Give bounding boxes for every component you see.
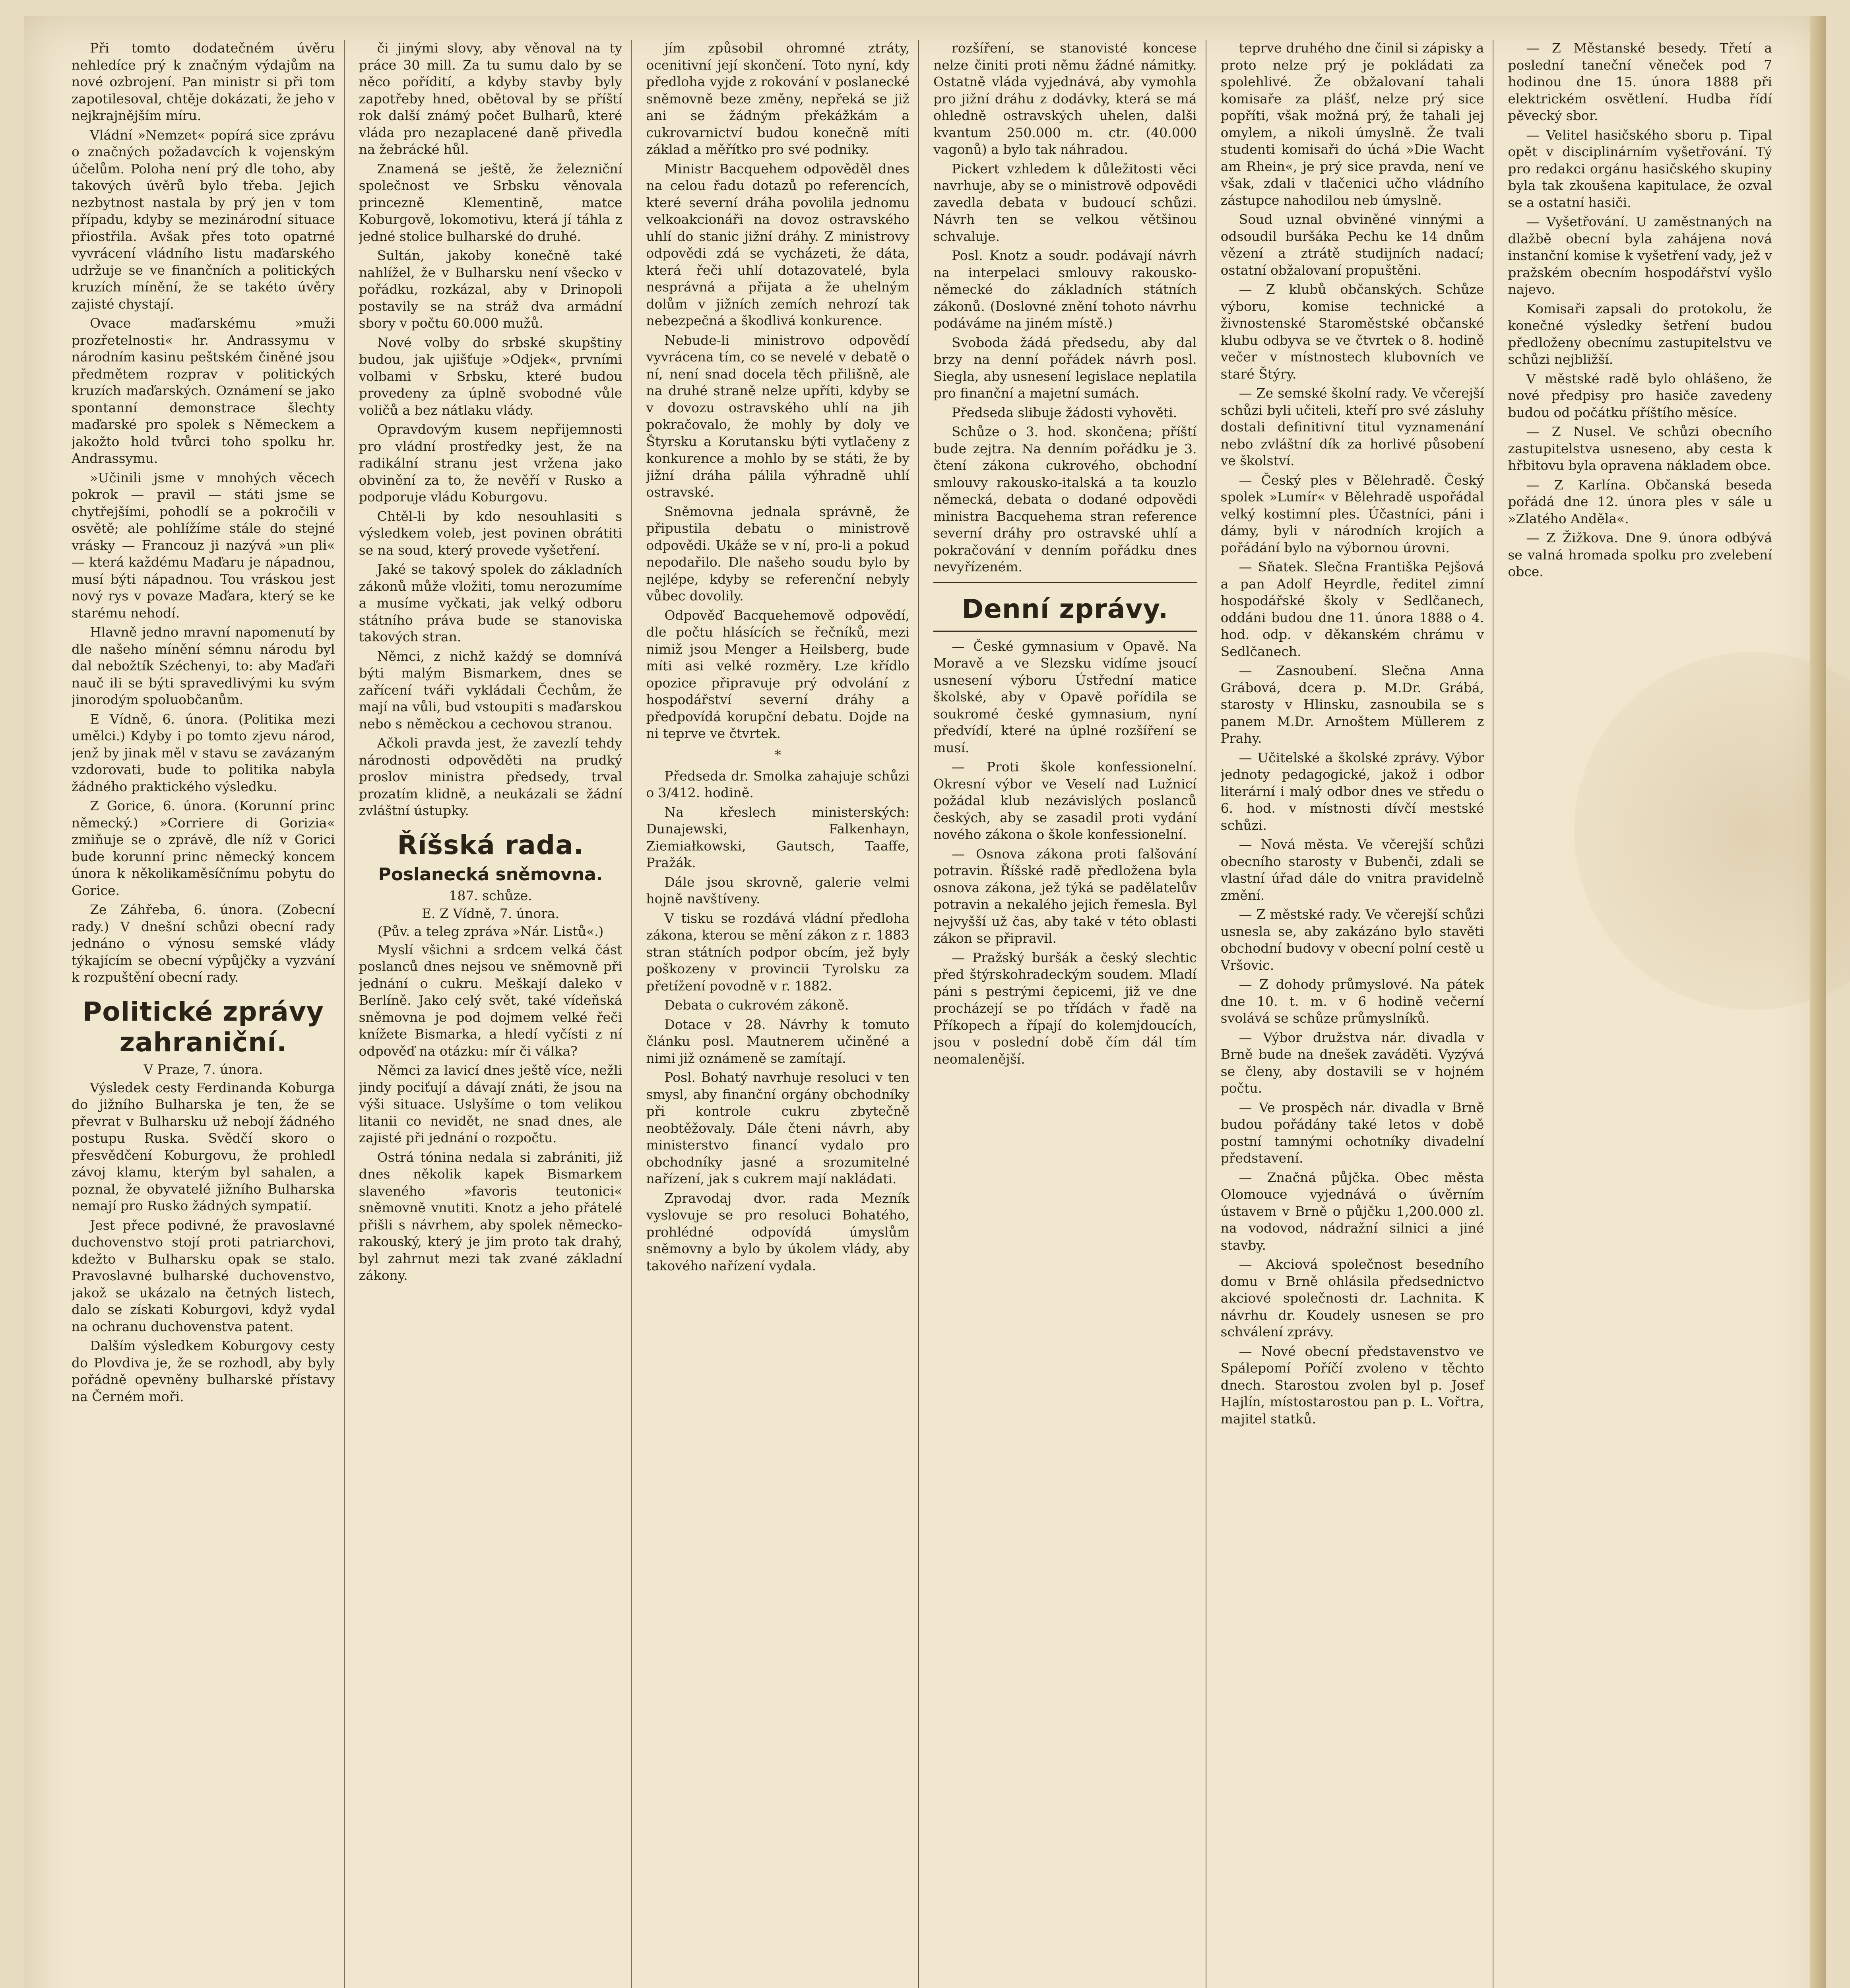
paragraph: Ministr Bacquehem odpověděl dnes na celou řadu dotazů po referencích, které severní dráha povolila jednomu velkoakcionáři na dovoz ostravského uhlí do stanic jižní dráhy. Z ministrovy odpovědi zdá se vycházeti, že dáta, která řeči uhlí dotazovatelé, byla nesprávná a přijata a že uhelným dolům v jižních zemích nehrozí tak nebezpečná a škodlivá konkurence. (646, 161, 909, 328)
paragraph: — Pražský buršák a český slechtic před štýrskohradeckým soudem. Mladí páni s pestrými čepicemi, již ve dne procházejí se po třídách v řadě na Příkopech a řípají do kolemjdoucích, jsou v poslední době čím dál tím neomalenější. (933, 949, 1197, 1067)
paragraph: Ostrá tónina nedala si zabrániti, již dnes několik kapek Bismarkem slaveného »favoris teutonici« sněmovně vnutiti. Knotz a jeho přátelé přišli s návrhem, aby spolek německo-rakouský, který je jim proto tak drahý, byl zahrnut mezi tak zvané základní zákony. (359, 1149, 622, 1283)
section-title: Denní zprávy. (962, 593, 1169, 624)
paragraph: Komisaři zapsali do protokolu, že konečné výsledky šetření budou předloženy obecnímu zastupitelstvu ve schůzi nejbližší. (1508, 301, 1772, 367)
paragraph: Posl. Bohatý navrhuje resoluci v ten smysl, aby finanční orgány obchodníky při kontrole cukru zbytečně neobtěžovaly. Dále čteni návrh, aby ministerstvo financí vydalo pro obchodníky jasné a srozumitelné nařízení, jak s cukrem mají nakládati. (646, 1070, 909, 1186)
paragraph: Ovace maďarskému »muži prozřetelnosti« hr. Andrassymu v národním kasinu peštském činěné jsou předmětem rozprav v politických kruzích maďarských. Oznámení se jako spontanní demonstrace šlechty maďarské pro spolek s Německem a jakožto hold tvůrci toho spolku hr. Andrassymu. (72, 315, 335, 466)
newspaper-page (24, 16, 1826, 1988)
paragraph: — Z Karlína. Občanská beseda pořádá dne 12. února ples v sále u »Zlatého Anděla«. (1508, 477, 1772, 526)
paragraph: — Z městské rady. Ve včerejší schůzi usnesla se, aby zakázáno bylo stavěti obchodní budovy v obecní polní cestě u Vršovic. (1220, 907, 1484, 973)
section-title: Říšská rada. (397, 829, 584, 860)
section-title: Politické zprávy zahraniční. (82, 996, 324, 1058)
paragraph: Na křeslech ministerských: Dunajewski, Falkenhayn, Ziemiałkowski, Gautsch, Taaffe, Pražák. (646, 804, 909, 870)
paragraph: — Nové obecní představenstvo ve Spálepomí Poříčí zvoleno v těchto dnech. Starostou zvolen byl p. Josef Hajlín, místostarostou pan p. L. Vořtra, majitel statků. (1220, 1343, 1484, 1427)
paragraph: »Učinili jsme v mnohých věcech pokrok — pravil — státi jsme se chytřejšími, pohodlí se a pokročili v osvětě; ale pohlížíme stále do stejné vrásky — Francouz ji nazývá »un pli« — která každému Maďaru je nápadnou, musí býti nápadnou. Tou vráskou jest nový rys v povaze Maďara, který se ke starému nehodí. (72, 470, 335, 621)
paragraph: Odpověď Bacquehemově odpovědí, dle počtu hlásících se řečníků, mezi nimiž jsou Menger a Heilsberg, bude míti asi velké rozměry. Lze křídlo opozice připravuje prý odvolání z hospodářství severní dráhy a předpovídá korupční debatu. Dojde na ni teprve ve čtvrtek. (646, 607, 909, 741)
paragraph: Němci, z nichž každý se domnívá býti malým Bismarkem, dnes se zařícení tváři vykládali Čechům, že mají na vůli, bud vstoupiti s maďarskou nebo s něměckou a cechovou stranou. (359, 648, 622, 732)
paragraph: — Výbor družstva nár. divadla v Brně bude na dnešek zaváděti. Vyzývá se členy, aby dostavili se v hojném počtu. (1220, 1029, 1484, 1096)
paragraph: Při tomto dodatečném úvěru nehledíce prý k značným výdajům na nové ozbrojení. Pan ministr si při tom zapotilesoval, chtěje dokázati, že jeho v nejkrajnějším míru. (72, 40, 335, 123)
paragraph: E Vídně, 6. února. (Politika mezi umělci.) Kdyby i po tomto zjevu národ, jenž by jinak měl v stavu se zavázaným vzdorovati, bude to politika nabyla žádného praktického výsledku. (72, 711, 335, 794)
paragraph: Znamená se ještě, že železniční společnost ve Srbsku věnovala princezně Klementině, matce Koburgově, lokomotivu, která jí táhla z jedné stolice bulharské do druhé. (359, 161, 622, 244)
paragraph: Vládní »Nemzet« popírá sice zprávu o značných požadavcích k vojenským účelům. Poloha není prý dle toho, aby takových úvěrů bylo třeba. Jejich nezbytnost nastala by prý jen v tom případu, kdyby se mezinárodní situace přiostřila. Avšak přes toto opatrné vyvrácení vládního listu maďarského udržuje se ve finančních a politických kruzích mínění, že se takéto úvěry zajisté chystají. (72, 127, 335, 312)
paragraph: Sněmovna jednala správně, že připustila debatu o ministrově odpovědi. Ukáže se v ní, pro-li a pokud nepodařilo. Dle našeho soudu bylo by nejlépe, kdyby se referenční nebyly vůbec dovolily. (646, 503, 909, 604)
paragraph: — Učitelské a školské zprávy. Výbor jednoty pedagogické, jakož i odbor literární i malý odbor dnes ve středu o 6. hod. v místnosti dívčí mestské schůzi. (1220, 749, 1484, 833)
paragraph: Výsledek cesty Ferdinanda Koburga do jižního Bulharska je ten, že se převrat v Bulharsku už nebojí žádného postupu Ruska. Svědčí skoro o přesvědčení Koburgovu, že prohledl závoj klamu, kterým byl sahalen, a poznal, že obyvatelé jižního Bulharska nemají pro Rusko žádných sympatií. (72, 1079, 335, 1213)
paragraph: — Z klubů občanských. Schůze výboru, komise technické a živnostenské Staroměstské občanské klubu odbyva se ve čtvrtek o 8. hodině večer v místnostech klubovních ve staré Štýry. (1220, 282, 1484, 382)
section-separator: * (774, 747, 781, 763)
paragraph: — Osnova zákona proti falšování potravin. Říšské radě předložena byla osnova zákona, jež týká se padělatelův potravin a nekalého jejich řemesla. Byl nejvyšší už čas, aby také v této oblasti zákon se připravil. (933, 846, 1197, 946)
paragraph: Ačkoli pravda jest, že zavezlí tehdy národnosti odpověděti na prudký proslov ministra předsedy, trval prozatím klidně, a neukázali se žádní zvláštní ústupky. (359, 735, 622, 818)
paragraph: — Z Nusel. Ve schůzi obecního zastupitelstva usneseno, aby cesta k hřbitovu byla opravena nákladem obce. (1508, 424, 1772, 473)
paragraph: Jest přece podivné, že pravoslavné duchovenstvo stojí proti patriarchovi, kdežto v Bulharsku opak se stalo. Pravoslavné bulharské duchovenstvo, jakož se ukázalo na četných listech, dalo se získati Koburgovi, když vydal na ochranu duchovenstva patent. (72, 1217, 335, 1334)
column-2 (359, 40, 632, 1988)
column-6 (1508, 40, 1781, 1988)
paragraph: V městské radě bylo ohlášeno, že nové předpisy pro hasiče zavedeny budou od počátku příštího měsíce. (1508, 371, 1772, 420)
paragraph: Soud uznal obviněné vinnými a odsoudil buršáka Pechu ke 14 dnům vězení a ztrátě studijních nadací; ostatní obžalovaní propuštěni. (1220, 212, 1484, 278)
paragraph: — Z Žižkova. Dne 9. února odbývá se valná hromada spolku pro zvelebení obce. (1508, 530, 1772, 579)
dateline: V Praze, 7. února. (144, 1061, 263, 1077)
paragraph: Debata o cukrovém zákoně. (664, 997, 849, 1013)
paragraph: Pickert vzhledem k důležitosti věci navrhuje, aby se o ministrově odpovědi zavedla debata v budoucí schůzi. Návrh ten se velkou většinou schvaluje. (933, 161, 1197, 244)
paragraph: Jaké se takový spolek do základních zákonů může vložiti, tomu nerozumíme a musíme vyčkati, jak velký odboru státního práva bude se stanoviska takových stran. (359, 561, 622, 645)
paragraph: — Z dohody průmyslové. Na pátek dne 10. t. m. v 6 hodině večerní svolává se schůze průmyslníků. (1220, 977, 1484, 1026)
paragraph: Nebude-li ministrovo odpovědí vyvrácena tím, co se nevelé v debatě o ní, není snad docela těch přilišně, ale na druhé straně nelze upříti, kdyby se v dovozu ostravského uhlí na jih pokračovalo, že mohly by doly ve Štyrsku a Korutansku býti vytlačeny z konkurence a mohlo by se státi, že by jižní dráha pálila výhradně uhlí ostravské. (646, 332, 909, 500)
paragraph: — Proti škole konfessionelní. Okresní výbor ve Veselí nad Lužnicí požádal klub nezávislých poslanců českých, aby se zasadil proti vydání nového zákona o škole konfessionelní. (933, 759, 1197, 842)
paragraph: — Sňatek. Slečna Františka Pejšová a pan Adolf Heyrdle, ředitel zimní hospodářské školy v Sedlčanech, oddáni budou dne 11. února 1888 o 4. hod. odp. v děkanském chrámu v Sedlčanech. (1220, 559, 1484, 659)
paragraph: — Ze semské školní rady. Ve včerejší schůzi byli učiteli, kteří pro své zásluhy dostali definitivní titul vyznamenání nebo zvláštní dík za horlivé působení ve školství. (1220, 385, 1484, 468)
paragraph: Nové volby do srbské skupštiny budou, jak ujišťuje »Odjek«, prvními volbami v Srbsku, které budou provedeny za úplně svobodné vůle voličů a bez nátlaku vlády. (359, 334, 622, 418)
paragraph: Předseda slibuje žádosti vyhověti. (952, 404, 1177, 420)
paragraph: Předseda dr. Smolka zahajuje schůzi o 3/412. hodině. (646, 768, 909, 800)
paragraph: Dalším výsledkem Koburgovy cesty do Plovdiva je, že se rozhodl, aby byly pořádně opevněny bulharské přístavy na Černém moři. (72, 1338, 335, 1404)
column-1 (72, 40, 345, 1988)
paragraph: či jinými slovy, aby věnoval na ty práce 30 mill. Za tu sumu dalo by se něco pořídití, a kdyby stavby byly zapotřeby hned, obětoval by se příští rok další známý počet Bulharů, které vláda pro nezaplacené daně přivedla na žebrácké hůl. (359, 40, 622, 157)
dateline: E. Z Vídně, 7. února. (421, 905, 560, 921)
divider (933, 582, 1197, 583)
paragraph: Myslí všichni a srdcem velká část poslanců dnes nejsou ve sněmovně při jednání o cukru. Meškají daleko v Berlíně. Jako celý svět, také vídeňská sněmovna je pod dojmem velké řeči knížete Bismarka, a hledí vyčísti z ní odpověď na otázku: mír či válka? (359, 942, 622, 1059)
paragraph: V tisku se rozdává vládní předloha zákona, kterou se mění zákon z r. 1883 stran státních podpor obcím, jež byly poškozeny v provincii Tyrolsku za přetížení povodně v r. 1882. (646, 910, 909, 994)
divider (933, 631, 1197, 632)
paragraph: Zpravodaj dvor. rada Mezník vyslovuje se pro resoluci Bohatého, prohlédné odpovídá úmyslům sněmovny a bylo by úkolem vlády, aby takového nařízení vydala. (646, 1190, 909, 1274)
paragraph: — Značná půjčka. Obec města Olomouce vyjednává o úvěrním ústavem v Brně o půjčku 1,200.000 zl. na vodovod, nádražní silnici a jiné stavby. (1220, 1169, 1484, 1253)
paragraph: jím způsobil ohromné ztráty, ocenitivní její skončení. Toto nyní, kdy předloha vyjde z rokování v poslanecké sněmovně beze změny, nepřeká se již ani se žádným překážkám a cukrovarnictví budou konečně míti základ a měřítko pro své podniky. (646, 40, 909, 157)
page-edge (1810, 16, 1826, 1988)
paragraph: Dotace v 28. Návrhy k tomuto článku posl. Mautnerem učiněné a nimi již oznámeně se zamítají. (646, 1016, 909, 1066)
column-grid (72, 40, 1781, 1988)
paragraph: teprve druhého dne činil si zápisky a proto nelze prý je pokládati za spolehlivé. Že obžalovaní tahali komisaře za plášť, nelze prý sice popříti, však možná prý, že tahali jej omylem, a nikoli úmyslně. Že tvali studenti komisaři do úchá »Die Wacht am Rhein«, je prý sice pravda, není ve však, zdali v tlačenici učho vládního zástupce nahodilou neb úmyslně. (1220, 40, 1484, 208)
meeting-number: 187. schůze. (449, 887, 532, 903)
paragraph: — Ve prospěch nár. divadla v Brně budou pořádány také letos v době postní tamnými ochotníky divadelní představení. (1220, 1099, 1484, 1166)
column-5 (1221, 40, 1494, 1988)
paragraph: — Velitel hasičského sboru p. Tipal opět v disciplinárním vyšetřování. Tý pro redakci orgánu hasičského skupiny byla tak zkoušena kapitulace, že ozval se a ostatní hasiči. (1508, 127, 1772, 210)
paragraph: — Vyšetřování. U zaměstnaných na dlažbě obecní byla zahájena nová instanční komise k vyšetření vady, jež v pražském obecním hospodářství vyšlo najevo. (1508, 214, 1772, 297)
paragraph: Svoboda žádá předsedu, aby dal brzy na denní pořádek návrh posl. Siegla, aby usnesení legislace neplatila pro finanční a majetní sumách. (933, 334, 1197, 401)
paragraph: — Akciová společnost besedního domu v Brně ohlásila předsednictvo akciové společnosti dr. Lachnita. K návrhu dr. Koudely usnesen se pro schválení zprávy. (1220, 1256, 1484, 1340)
paragraph: Němci za lavicí dnes ještě více, nežli jindy pociťují a dávají znáti, že jsou na výši situace. Uslyšíme o tom velikou litanii co nevidět, ne snad dnes, ale zajisté při jednání o rozpočtu. (359, 1062, 622, 1145)
column-4 (933, 40, 1206, 1988)
paragraph: Ze Záhřeba, 6. února. (Zobecní rady.) V dnešní schůzi obecní rady jednáno o výnosu semské vlády týkajícím se obecní výpůjčky a vyzvání k rozpuštění obecní rady. (72, 902, 335, 985)
paragraph: Schůze o 3. hod. skončena; příští bude zejtra. Na denním pořádku je 3. čtení zákona cukrového, obchodní smlouvy rakousko-italská a ta kouzlo německá, debata o dodané odpovědi ministra Bacquehema stran reference severní dráhy pro ostravské uhlí a pokračování v denním pořádku dnes nevyřízeném. (933, 424, 1197, 575)
source-note: (Pův. a teleg zpráva »Nár. Listů«.) (377, 923, 604, 939)
paragraph: — Zasnoubení. Slečna Anna Grábová, dcera p. M.Dr. Grábá, starosty v Hlinsku, zasnoubila se s panem M.Dr. Arnoštem Müllerem z Prahy. (1220, 663, 1484, 746)
column-3 (646, 40, 919, 1988)
paragraph: — Český ples v Bělehradě. Český spolek »Lumír« v Bělehradě uspořádal velký kostimní ples. Účastníci, páni i dámy, byli v národních krojích a pořádání bylo na výbornou úrovni. (1220, 472, 1484, 555)
paragraph: rozšíření, se stanovisté koncese nelze činiti proti němu žádné námitky. Ostatně vláda vyjednává, aby vymohla pro jižní dráhu z dodávky, která se má ohledně ostravských uhelen, dalši kvantum 250.000 m. ctr. (40.000 vagonů) a bylo tak náhradou. (933, 40, 1197, 157)
paragraph: Chtěl-li by kdo nesouhlasiti s výsledkem voleb, jest povinen obrátiti se na soud, který provede vyšetření. (359, 508, 622, 558)
paragraph: Dále jsou skrovně, galerie velmi hojně navštíveny. (646, 874, 909, 907)
paragraph: — Z Městanské besedy. Třetí a poslední taneční věneček pod 7 hodinou dne 15. února 1888 při elektrickém osvětlení. Hudba řídí pěvecký sbor. (1508, 40, 1772, 123)
paragraph: Opravdovým kusem nepřijemnosti pro vládní prostředky jest, že na radikální stranu jest vržena jako obvinění za to, že nevěří v Rusko a podporuje vládu Koburgovu. (359, 421, 622, 505)
section-subtitle: Poslanecká sněmovna. (378, 864, 603, 885)
paragraph: Hlavně jedno mravní napomenutí by dle našeho mínění sémnu národu byl dal nebožtík Széchenyi, to: aby Maďaři nauč ili se býti spravedlivými ku svým jinorodým spoluobčanům. (72, 624, 335, 707)
paragraph: Posl. Knotz a soudr. podávají návrh na interpelaci smlouvy rakousko-německé do základních státních zákonů. (Doslovné znění tohoto návrhu podáváme na jiném místě.) (933, 248, 1197, 331)
paragraph: — Nová města. Ve včerejší schůzi obecního starosty v Bubenči, zdali se vlastní úřad dále do vnitra pravidelně změní. (1220, 837, 1484, 903)
paragraph: — České gymnasium v Opavě. Na Moravě a ve Slezsku vidíme jsoucí usnesení výboru Ústřední matice školské, aby v Opavě pořídila se soukromé české gymnasium, nyní předvídí, které na úplné rozšíření se musí. (933, 638, 1197, 755)
paragraph: Sultán, jakoby konečně také nahlížel, že v Bulharsku není všecko v pořádku, rozkázal, aby v Drinopoli postavily se na stráž dva armádní sbory v počtu 60.000 mužů. (359, 248, 622, 331)
paragraph: Z Gorice, 6. února. (Korunní princ německý.) »Corriere di Gorizia« zmiňuje se o zprávě, dle níž v Gorici bude korunní princ německý koncem února k několikaměsíčnímu pobytu do Gorice. (72, 798, 335, 898)
